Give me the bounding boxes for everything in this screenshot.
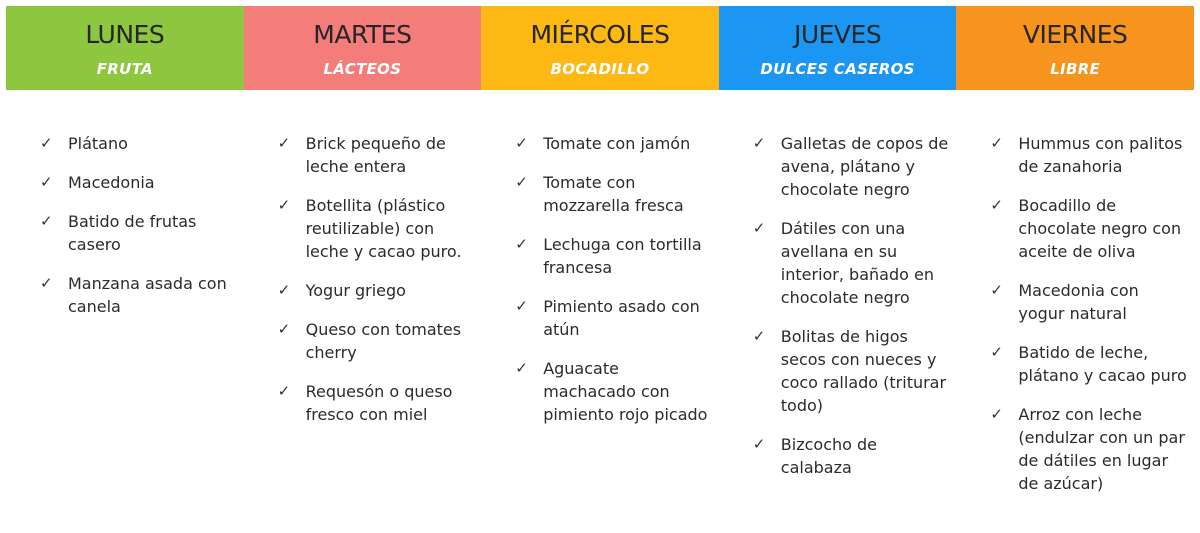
list-item bbox=[276, 132, 476, 178]
day-theme: BOCADILLO bbox=[550, 60, 650, 78]
day-theme: FRUTA bbox=[96, 60, 153, 78]
check-icon: ✓ bbox=[40, 274, 53, 292]
list-item bbox=[38, 210, 238, 256]
food-list bbox=[988, 132, 1188, 495]
item-text: Macedonia bbox=[68, 173, 155, 192]
check-icon: ✓ bbox=[40, 212, 53, 230]
list-item bbox=[513, 132, 713, 155]
column-lunes bbox=[6, 132, 244, 511]
item-text: Botellita (plástico reutilizable) con leche y cacao puro. bbox=[305, 196, 462, 261]
list-item bbox=[276, 318, 476, 364]
check-icon: ✓ bbox=[990, 134, 1003, 152]
day-name: JUEVES bbox=[793, 20, 882, 49]
day-name: MIÉRCOLES bbox=[530, 20, 670, 49]
check-icon: ✓ bbox=[277, 320, 291, 338]
day-name: MARTES bbox=[313, 20, 412, 49]
food-list bbox=[751, 132, 951, 479]
item-text: Bolitas de higos secos con nueces y coco rallado (triturar todo) bbox=[780, 327, 947, 415]
check-icon: ✓ bbox=[277, 134, 291, 152]
column-miercoles bbox=[481, 132, 719, 511]
list-item bbox=[513, 233, 713, 279]
check-icon: ✓ bbox=[40, 134, 53, 152]
check-icon: ✓ bbox=[990, 343, 1003, 361]
item-text: Aguacate machacado con pimiento rojo picado bbox=[543, 359, 708, 424]
food-list bbox=[276, 132, 476, 426]
check-icon: ✓ bbox=[40, 173, 53, 191]
column-viernes bbox=[956, 132, 1194, 511]
list-item bbox=[38, 171, 238, 194]
day-name: LUNES bbox=[85, 20, 165, 49]
list-item bbox=[38, 132, 238, 155]
list-item bbox=[751, 433, 951, 479]
day-theme: LÁCTEOS bbox=[323, 60, 402, 78]
day-header-miercoles bbox=[481, 6, 719, 90]
list-item bbox=[513, 295, 713, 341]
list-item bbox=[751, 132, 951, 201]
item-text: Plátano bbox=[68, 134, 128, 153]
day-theme: DULCES CASEROS bbox=[760, 60, 915, 78]
check-icon: ✓ bbox=[752, 134, 766, 152]
check-icon: ✓ bbox=[515, 297, 528, 315]
item-text: Batido de leche, plátano y cacao puro bbox=[1018, 343, 1187, 385]
item-text: Dátiles con una avellana en su interior, bañado en chocolate negro bbox=[780, 219, 934, 307]
item-text: Bizcocho de calabaza bbox=[780, 435, 877, 477]
check-icon: ✓ bbox=[277, 196, 291, 214]
item-text: Hummus con palitos de zanahoria bbox=[1018, 134, 1183, 176]
day-header-viernes bbox=[956, 6, 1194, 90]
check-icon: ✓ bbox=[277, 281, 291, 299]
day-header-jueves bbox=[719, 6, 957, 90]
list-item bbox=[988, 341, 1188, 387]
check-icon: ✓ bbox=[752, 327, 766, 345]
item-text: Pimiento asado con atún bbox=[543, 297, 700, 339]
item-text: Yogur griego bbox=[305, 281, 406, 300]
food-list bbox=[513, 132, 713, 426]
day-header-lunes bbox=[6, 6, 244, 90]
list-item bbox=[38, 272, 238, 318]
item-text: Arroz con leche (endulzar con un par de dátiles en lugar de azúcar) bbox=[1018, 405, 1185, 493]
food-list bbox=[38, 132, 238, 318]
check-icon: ✓ bbox=[515, 134, 528, 152]
item-text: Macedonia con yogur natural bbox=[1018, 281, 1139, 323]
list-item bbox=[988, 132, 1188, 178]
item-text: Batido de frutas casero bbox=[68, 212, 197, 254]
item-text: Bocadillo de chocolate negro con aceite de oliva bbox=[1018, 196, 1182, 261]
list-item bbox=[276, 380, 476, 426]
list-item bbox=[513, 357, 713, 426]
check-icon: ✓ bbox=[515, 173, 528, 191]
column-martes bbox=[244, 132, 482, 511]
item-text: Requesón o queso fresco con miel bbox=[305, 382, 453, 424]
day-header-martes bbox=[244, 6, 482, 90]
check-icon: ✓ bbox=[990, 281, 1003, 299]
item-text: Galletas de copos de avena, plátano y chocolate negro bbox=[780, 134, 949, 199]
check-icon: ✓ bbox=[990, 405, 1003, 423]
menu-columns bbox=[6, 132, 1194, 511]
check-icon: ✓ bbox=[515, 359, 528, 377]
list-item bbox=[513, 171, 713, 217]
list-item bbox=[988, 194, 1188, 263]
check-icon: ✓ bbox=[752, 219, 766, 237]
item-text: Queso con tomates cherry bbox=[305, 320, 462, 362]
day-name: VIERNES bbox=[1022, 20, 1128, 49]
check-icon: ✓ bbox=[990, 196, 1003, 214]
item-text: Tomate con jamón bbox=[543, 134, 691, 153]
check-icon: ✓ bbox=[515, 235, 528, 253]
day-theme: LIBRE bbox=[1050, 60, 1101, 78]
weekday-header-bar bbox=[6, 6, 1194, 90]
column-jueves bbox=[719, 132, 957, 511]
list-item bbox=[988, 403, 1188, 495]
item-text: Lechuga con tortilla francesa bbox=[543, 235, 702, 277]
list-item bbox=[751, 217, 951, 309]
list-item bbox=[276, 279, 476, 302]
check-icon: ✓ bbox=[752, 435, 766, 453]
item-text: Manzana asada con canela bbox=[68, 274, 227, 316]
list-item bbox=[276, 194, 476, 263]
list-item bbox=[751, 325, 951, 417]
item-text: Tomate con mozzarella fresca bbox=[543, 173, 684, 215]
list-item bbox=[988, 279, 1188, 325]
check-icon: ✓ bbox=[277, 382, 291, 400]
item-text: Brick pequeño de leche entera bbox=[305, 134, 446, 176]
